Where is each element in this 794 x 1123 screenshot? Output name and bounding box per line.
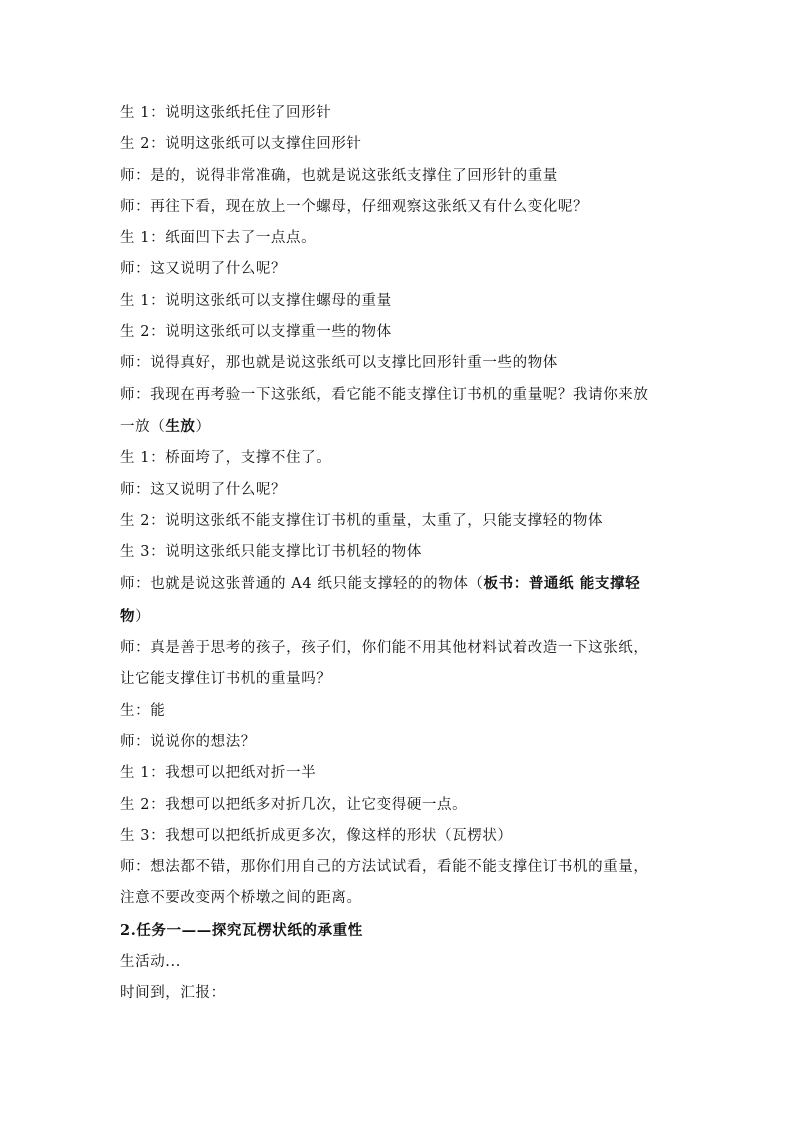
text-line: 生 1：纸面凹下去了一点点。	[120, 230, 317, 247]
text-line: 注意不要改变两个桥墩之间的距离。	[120, 890, 362, 907]
text-line: 时间到，汇报：	[120, 985, 226, 1002]
text-line: 师：是的，说得非常准确，也就是说这张纸支撑住了回形针的重量	[120, 167, 558, 184]
section-heading-text: 2.任务一——探究瓦楞状纸的承重性	[120, 921, 363, 939]
text-line: 师：想法都不错，那你们用自己的方法试试看，看能不能支撑住订书机的重量，	[120, 859, 649, 876]
text-line: 生 2：说明这张纸不能支撑住订书机的重量，太重了，只能支撑轻的物体	[120, 512, 604, 529]
bold-annotation: 生放	[165, 417, 196, 435]
board-note: 物	[120, 607, 136, 625]
text-line: 师：再往下看，现在放上一个螺母，仔细观察这张纸又有什么变化呢？	[120, 198, 589, 215]
text-line: 师：也就是说这张普通的 A4 纸只能支撑轻的的物体（板书：普通纸 能支撑轻	[120, 575, 641, 593]
text-line: 师：真是善于思考的孩子，孩子们，你们能不用其他材料试着改造一下这张纸，	[120, 640, 649, 657]
text-line: 生 3：我想可以把纸折成更多次，像这样的形状（瓦楞状）	[120, 827, 513, 844]
text-line: 生 1：说明这张纸可以支撑住螺母的重量	[120, 292, 392, 309]
text-line: 生：能	[120, 702, 166, 719]
text-line: 师：说说你的想法？	[120, 733, 256, 750]
section-heading	[120, 915, 684, 947]
text-line: 生 2：说明这张纸可以支撑住回形针	[120, 136, 362, 153]
text-line: 师：这又说明了什么呢？	[120, 261, 287, 278]
text-line: 生 1：我想可以把纸对折一半	[120, 765, 317, 782]
board-note: 板书：普通纸 能支撑轻	[483, 575, 641, 593]
text-line: 生 2：我想可以把纸多对折几次，让它变得硬一点。	[120, 796, 468, 813]
text-line: 生 1：说明这张纸托住了回形针	[120, 105, 332, 121]
text-line: 生活动...	[120, 954, 181, 971]
text-line: 师：这又说明了什么呢？	[120, 481, 287, 498]
text-line: 物）	[120, 607, 151, 625]
text-line: 生 2：说明这张纸可以支撑重一些的物体	[120, 324, 392, 341]
text-line: 师：说得真好，那也就是说这张纸可以支撑比回形针重一些的物体	[120, 355, 558, 372]
text-line: 一放（生放）	[120, 417, 211, 435]
text-line: 让它能支撑住订书机的重量吗？	[120, 671, 332, 688]
text-line: 生 1：桥面垮了，支撑不住了。	[120, 450, 332, 467]
text-line: 生 3：说明这张纸只能支撑比订书机轻的物体	[120, 544, 422, 561]
text-line: 师：我现在再考验一下这张纸，看它能不能支撑住订书机的重量呢？我请你来放	[120, 386, 649, 403]
